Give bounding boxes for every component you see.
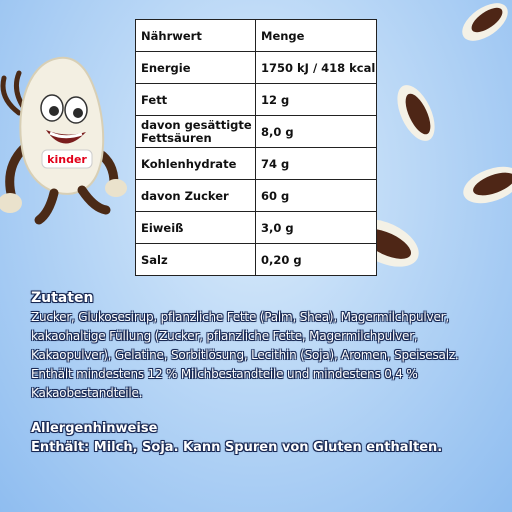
nutrition-table <box>135 19 377 276</box>
row-label: Eiweiß <box>136 212 256 244</box>
table-row <box>136 180 377 212</box>
table-row <box>136 84 377 116</box>
row-label: davon Zucker <box>136 180 256 212</box>
allergens-heading: Allergenhinweise <box>31 421 158 436</box>
ingredients-section <box>31 290 481 457</box>
row-label: davon gesättigte Fettsäuren <box>136 116 256 148</box>
table-row <box>136 148 377 180</box>
row-value: 60 g <box>256 180 377 212</box>
table-row <box>136 116 377 148</box>
table-header-row <box>136 20 377 52</box>
row-value: 8,0 g <box>256 116 377 148</box>
sunflower-seed-icon <box>388 78 444 148</box>
ingredients-heading: Zutaten <box>31 290 94 306</box>
header-nutrient: Nährwert <box>136 20 256 52</box>
row-label: Fett <box>136 84 256 116</box>
table-row <box>136 52 377 84</box>
row-value: 0,20 g <box>256 244 377 276</box>
ingredients-text: Zucker, Glukosesirup, pflanzliche Fette (Palm, Shea), Magermilchpulver, kakaohaltige Füllung (Zucker, pflanzliche Fette, Magermilchpulver, Kakaopulver), Gelatine, Sorbitlösung, Lecithin (Soja), Aromen, Speisesalz. <box>31 310 459 362</box>
row-label: Salz <box>136 244 256 276</box>
row-label: Kohlenhydrate <box>136 148 256 180</box>
row-value: 1750 kJ / 418 kcal <box>256 52 377 84</box>
sunflower-seed-icon <box>462 150 512 220</box>
kinder-logo-text: kinder <box>47 153 87 166</box>
row-value: 3,0 g <box>256 212 377 244</box>
mascot-illustration <box>0 38 144 228</box>
sunflower-seed-icon <box>455 0 512 48</box>
row-value: 74 g <box>256 148 377 180</box>
ingredients-note: Enthält mindestens 12 % Milchbestandteile und mindestens 0,4 % Kakaobestandteile. <box>31 367 418 400</box>
table-row <box>136 244 377 276</box>
row-label: Energie <box>136 52 256 84</box>
allergens-text: Enthält: Milch, Soja. Kann Spuren von Gluten enthalten. <box>31 440 443 455</box>
row-value: 12 g <box>256 84 377 116</box>
table-row <box>136 212 377 244</box>
header-amount: Menge <box>256 20 377 52</box>
